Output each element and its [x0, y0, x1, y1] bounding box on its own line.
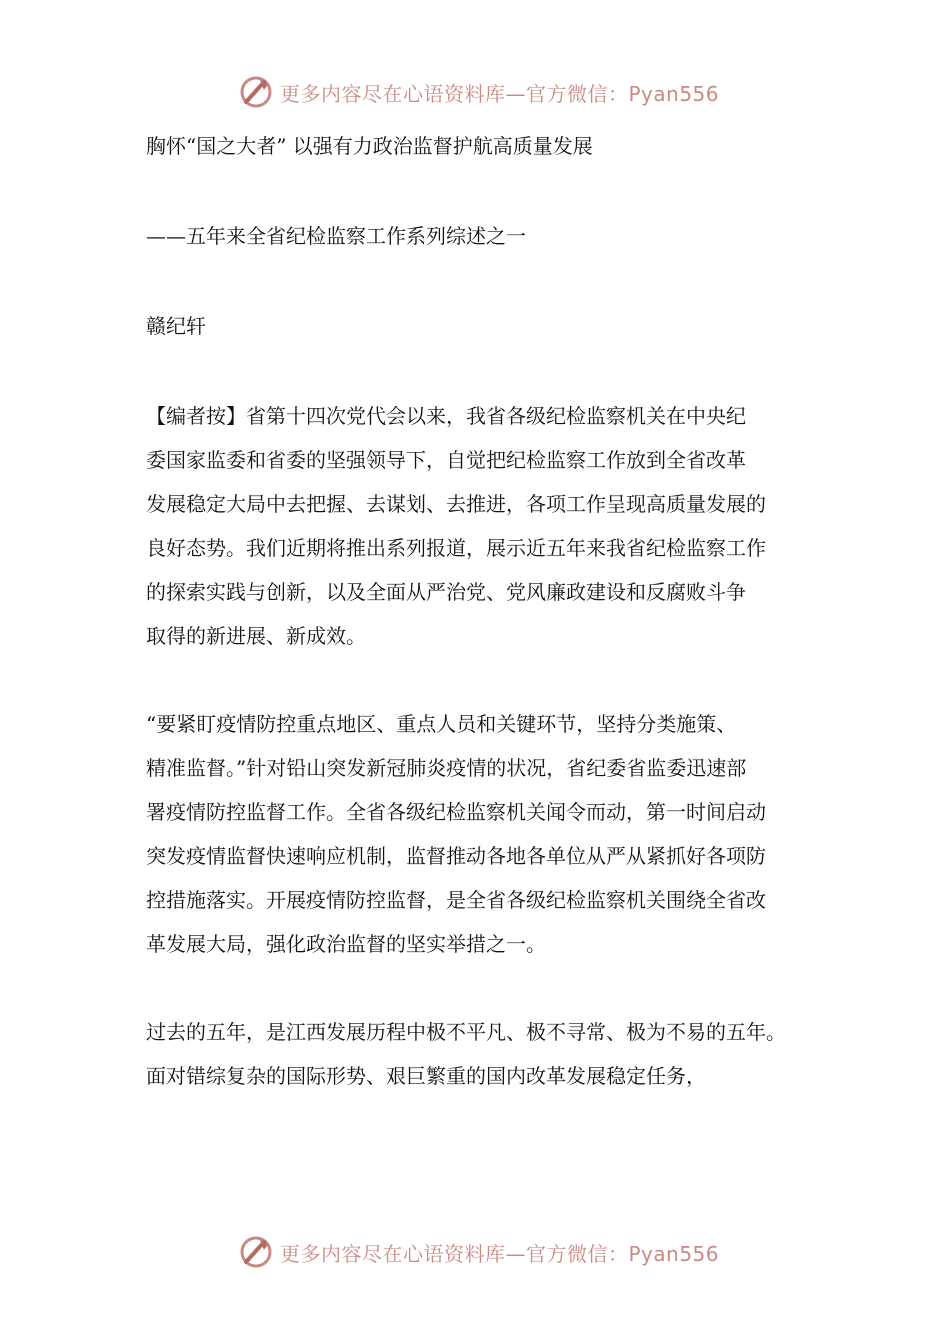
paragraph-line: 委国家监委和省委的坚强领导下，自觉把纪检监察工作放到全省改革: [146, 448, 746, 472]
paragraph-epidemic-supervision: [146, 702, 846, 966]
paragraph-line: 署疫情防控监督工作。全省各级纪检监察机关闻令而动，第一时间启动: [146, 800, 766, 824]
watermark-text: 更多内容尽在心语资料库—官方微信：Pyan556: [280, 1241, 720, 1266]
paragraph-line: 面对错综复杂的国际形势、艰巨繁重的国内改革发展稳定任务，: [146, 1064, 706, 1088]
paragraph-line: 突发疫情监督快速响应机制，监督推动各地各单位从严从紧抓好各项防: [146, 844, 766, 868]
watermark-text: 更多内容尽在心语资料库—官方微信：Pyan556: [280, 81, 720, 106]
paragraph-five-years: [146, 1010, 846, 1098]
paragraph-line: 良好态势。我们近期将推出系列报道，展示近五年来我省纪检监察工作: [146, 536, 766, 560]
paragraph-line: 精准监督。”针对铅山突发新冠肺炎疫情的状况，省纪委省监委迅速部: [146, 756, 747, 780]
document-subtitle: ——五年来全省纪检监察工作系列综述之一: [146, 224, 526, 248]
watermark-header: [238, 72, 719, 112]
paragraph-line: 发展稳定大局中去把握、去谋划、去推进，各项工作呈现高质量发展的: [146, 492, 766, 516]
paragraph-line: 控措施落实。开展疫情防控监督，是全省各级纪检监察机关围绕全省改: [146, 888, 766, 912]
paragraph-line: “要紧盯疫情防控重点地区、重点人员和关键环节，坚持分类施策、: [146, 712, 737, 736]
paragraph-line: 过去的五年，是江西发展历程中极不平凡、极不寻常、极为不易的五年。: [146, 1020, 786, 1044]
watermark-footer: [238, 1232, 719, 1272]
pen-circle-icon: [238, 1234, 274, 1270]
paragraph-line: 的探索实践与创新，以及全面从严治党、党风廉政建设和反腐败斗争: [146, 580, 746, 604]
document-author: 赣纪轩: [146, 314, 206, 338]
pen-circle-icon: [238, 74, 274, 110]
paragraph-editor-note: [146, 394, 846, 658]
paragraph-line: 取得的新进展、新成效。: [146, 624, 366, 648]
document-body: [146, 124, 846, 1098]
document-title: 胸怀“国之大者” 以强有力政治监督护航高质量发展: [146, 134, 593, 158]
paragraph-line: 【编者按】省第十四次党代会以来，我省各级纪检监察机关在中央纪: [146, 404, 746, 428]
paragraph-line: 革发展大局，强化政治监督的坚实举措之一。: [146, 932, 546, 956]
